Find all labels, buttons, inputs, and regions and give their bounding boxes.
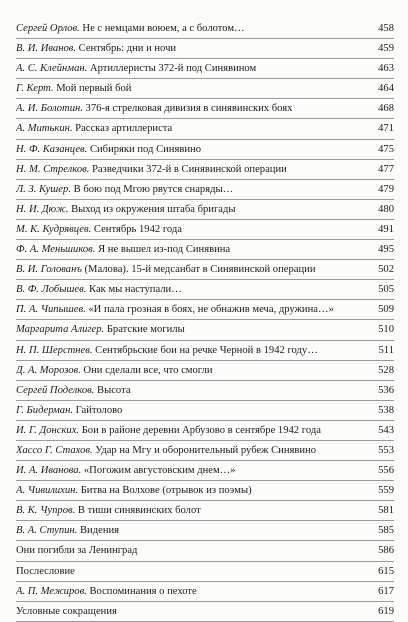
toc-entry bbox=[16, 220, 394, 240]
toc-entry-page: 509 bbox=[378, 304, 394, 316]
toc-entry-author: М. К. Кудрявцев. bbox=[16, 223, 92, 235]
toc-entry-page: 471 bbox=[378, 123, 394, 135]
toc-entry bbox=[16, 441, 394, 461]
toc-entry bbox=[16, 39, 394, 59]
toc-entry-page: 502 bbox=[378, 264, 394, 276]
toc-entry bbox=[16, 99, 394, 119]
toc-entry-author: Н. Ф. Казанцев. bbox=[16, 143, 88, 155]
toc-entry-text: Артиллеристы 372-й под Синявином bbox=[87, 63, 257, 75]
toc-entry-author: Маргарита Алигер. bbox=[16, 324, 105, 336]
toc-entry-author: Д. А. Морозов. bbox=[16, 364, 81, 376]
toc-entry-author: Н. И. Дюж. bbox=[16, 203, 69, 215]
toc-entry-title bbox=[16, 441, 372, 460]
toc-entry-text: Условные сокращения bbox=[16, 605, 117, 617]
toc-entry-text: Я не вышел из-под Синявина bbox=[95, 244, 231, 256]
toc-entry-title bbox=[16, 79, 372, 98]
toc-entry-page: 468 bbox=[378, 103, 394, 115]
toc-entry bbox=[16, 381, 394, 401]
toc-entry-author: Ф. А. Меньшиков. bbox=[16, 244, 96, 256]
toc-entry-title bbox=[16, 160, 372, 179]
toc-entry-page: 556 bbox=[378, 465, 394, 477]
toc-entry bbox=[16, 140, 394, 160]
toc-entry bbox=[16, 200, 394, 220]
toc-entry-page: 505 bbox=[378, 284, 394, 296]
toc-entry-text: Сентябрь 1942 года bbox=[91, 223, 183, 235]
toc-entry-text: Мой первый бой bbox=[53, 83, 132, 95]
toc-entry bbox=[16, 119, 394, 139]
toc-entry-page: 510 bbox=[378, 324, 394, 336]
toc-entry-page: 615 bbox=[378, 565, 394, 577]
toc-entry-author: В. А. Ступин. bbox=[16, 525, 78, 537]
toc-entry-author: Хассо Г. Стахов. bbox=[16, 444, 93, 456]
toc-entry-text: Сентябрь: дни и ночи bbox=[76, 43, 177, 55]
toc-entry-page: 617 bbox=[378, 585, 394, 597]
toc-entry bbox=[16, 59, 394, 79]
toc-entry-author: А. Чивилихин. bbox=[16, 485, 79, 497]
toc-entry-title bbox=[16, 461, 372, 480]
toc-entry bbox=[16, 300, 394, 320]
toc-entry-title bbox=[16, 200, 372, 219]
toc-entry-author: Н. П. Шерстнев. bbox=[16, 344, 93, 356]
toc-entry-text: Не с немцами воюем, а с болотом… bbox=[79, 23, 245, 34]
toc-entry-title bbox=[16, 119, 372, 138]
toc-entry-page: 585 bbox=[378, 525, 394, 537]
toc-entry bbox=[16, 602, 394, 622]
toc-entry bbox=[16, 341, 394, 361]
toc-entry-page: 536 bbox=[378, 384, 394, 396]
toc-entry-page: 479 bbox=[378, 183, 394, 195]
toc-entry-title bbox=[16, 361, 372, 380]
toc-entry-text: Сентябрьские бои на речке Черной в 1942 году… bbox=[92, 344, 318, 356]
toc-entry-title bbox=[16, 421, 372, 440]
toc-entry-text: Как мы наступали… bbox=[86, 284, 182, 296]
toc-entry-text: Они погибли за Ленинград bbox=[16, 545, 138, 557]
toc-entry-title bbox=[16, 300, 372, 319]
toc-entry bbox=[16, 19, 394, 39]
toc-entry-page: 581 bbox=[378, 505, 394, 517]
toc-entry-author: Л. З. Кушер. bbox=[16, 183, 71, 195]
toc-entry-page: 458 bbox=[378, 23, 394, 34]
toc-entry-author: Г. Керт. bbox=[16, 83, 54, 95]
toc-entry-text: Битва на Волхове (отрывок из поэмы) bbox=[78, 485, 252, 497]
toc-entry-title bbox=[16, 39, 372, 58]
toc-entry-page: 553 bbox=[378, 444, 394, 456]
toc-entry-page: 528 bbox=[378, 364, 394, 376]
toc-entry-text: Видения bbox=[77, 525, 120, 537]
toc-entry-author: И. Г. Донских. bbox=[16, 424, 80, 436]
toc-entry-title bbox=[16, 381, 372, 400]
toc-entry-text: 376-я стрелковая дивизия в синявинских боях bbox=[82, 103, 293, 115]
toc-entry-title bbox=[16, 401, 372, 420]
toc-entry bbox=[16, 461, 394, 481]
toc-entry bbox=[16, 260, 394, 280]
toc-entry-text: Выход из окружения штаба бригады bbox=[68, 203, 236, 215]
toc-entry-author: В. И. Голованъ bbox=[16, 264, 82, 276]
toc-entry bbox=[16, 361, 394, 381]
toc-entry bbox=[16, 160, 394, 180]
toc-entry bbox=[16, 421, 394, 441]
toc-entry-title bbox=[16, 220, 372, 239]
toc-entry bbox=[16, 481, 394, 501]
toc-entry-text: Бои в районе деревни Арбузово в сентябре 1942 года bbox=[79, 424, 321, 436]
toc-entry-page: 586 bbox=[378, 545, 394, 557]
toc-entry-page: 463 bbox=[378, 63, 394, 75]
toc-entry-title bbox=[16, 320, 372, 339]
toc-entry-text: Сибиряки под Синявино bbox=[87, 143, 201, 155]
toc-entry-title bbox=[16, 99, 372, 118]
toc-entry-text: Они сделали все, что смогли bbox=[80, 364, 213, 376]
toc-entry-author: Сергей Поделков. bbox=[16, 384, 95, 396]
toc-entry bbox=[16, 280, 394, 300]
toc-entry-text: Высота bbox=[94, 384, 131, 396]
toc-entry-title bbox=[16, 481, 372, 500]
toc-entry bbox=[16, 401, 394, 421]
toc-entry-author: Н. М. Стрелков. bbox=[16, 163, 90, 175]
toc-entry-text: Братские могилы bbox=[104, 324, 185, 336]
toc-entry-author: И. А. Иванова. bbox=[16, 465, 82, 477]
toc-entry-text: В бою под Мгою рвутся снаряды… bbox=[70, 183, 234, 195]
toc-entry-page: 480 bbox=[378, 203, 394, 215]
toc-entry bbox=[16, 180, 394, 200]
toc-entry-text: Послесловие bbox=[16, 565, 75, 577]
toc-entry-text: Рассказ артиллериста bbox=[72, 123, 173, 135]
toc-entry-author: Сергей Орлов. bbox=[16, 23, 80, 34]
toc-entry-author: А. Митькин. bbox=[16, 123, 73, 135]
toc-entry-author: Г. Бидерман. bbox=[16, 404, 73, 416]
toc-entry-text: В тиши синявинских болот bbox=[75, 505, 201, 517]
toc-entry-title bbox=[16, 180, 372, 199]
toc-entry bbox=[16, 79, 394, 99]
toc-entry-text: Удар на Мгу и оборонительный рубеж Синявино bbox=[92, 444, 317, 456]
toc-entry-page: 491 bbox=[378, 223, 394, 235]
toc-entry-page: 495 bbox=[378, 244, 394, 256]
toc-entry-page: 511 bbox=[378, 344, 394, 356]
toc-entry-page: 543 bbox=[378, 424, 394, 436]
toc-entry-title bbox=[16, 260, 372, 279]
toc-entry-author: П. А. Чипышев. bbox=[16, 304, 86, 316]
toc-entry-text: Воспоминания о пехоте bbox=[86, 585, 197, 597]
toc-entry-page: 619 bbox=[378, 605, 394, 617]
toc-entry-author: А. И. Болотин. bbox=[16, 103, 83, 115]
toc-entry-page: 459 bbox=[378, 43, 394, 55]
toc-entry-title bbox=[16, 280, 372, 299]
toc-entry-title bbox=[16, 140, 372, 159]
toc-entry-page: 464 bbox=[378, 83, 394, 95]
toc-entry-page: 538 bbox=[378, 404, 394, 416]
toc-entry-text: (Малова). 15-й медсанбат в Синявинской операции bbox=[81, 264, 316, 276]
toc-entry bbox=[16, 320, 394, 340]
toc-entry-author: А. П. Межиров. bbox=[16, 585, 87, 597]
toc-entry-title bbox=[16, 602, 372, 621]
toc-entry-title bbox=[16, 341, 372, 360]
toc-entry-author: В. Ф. Лобышев. bbox=[16, 284, 87, 296]
toc-entry-page: 559 bbox=[378, 485, 394, 497]
toc-entry-page: 475 bbox=[378, 143, 394, 155]
toc-entry bbox=[16, 240, 394, 260]
toc-entry-title bbox=[16, 19, 372, 38]
toc-entry-text: «И пала грозная в боях, не обнажив меча, дружина…» bbox=[85, 304, 334, 316]
toc-entry-page: 477 bbox=[378, 163, 394, 175]
toc-entry-title bbox=[16, 59, 372, 78]
toc-entry-author: А. С. Клейнман. bbox=[16, 63, 88, 75]
toc-entry-title bbox=[16, 240, 372, 259]
toc-entry-author: В. И. Иванов. bbox=[16, 43, 76, 55]
toc-entry-text: «Погожим августовским днем…» bbox=[81, 465, 236, 477]
toc-entry-author: В. К. Чупров. bbox=[16, 505, 76, 517]
show-through-text bbox=[292, 500, 402, 590]
toc-entry-text: Гайтолово bbox=[73, 404, 123, 416]
toc-entry-text: Разведчики 372-й в Синявинской операции bbox=[89, 163, 287, 175]
